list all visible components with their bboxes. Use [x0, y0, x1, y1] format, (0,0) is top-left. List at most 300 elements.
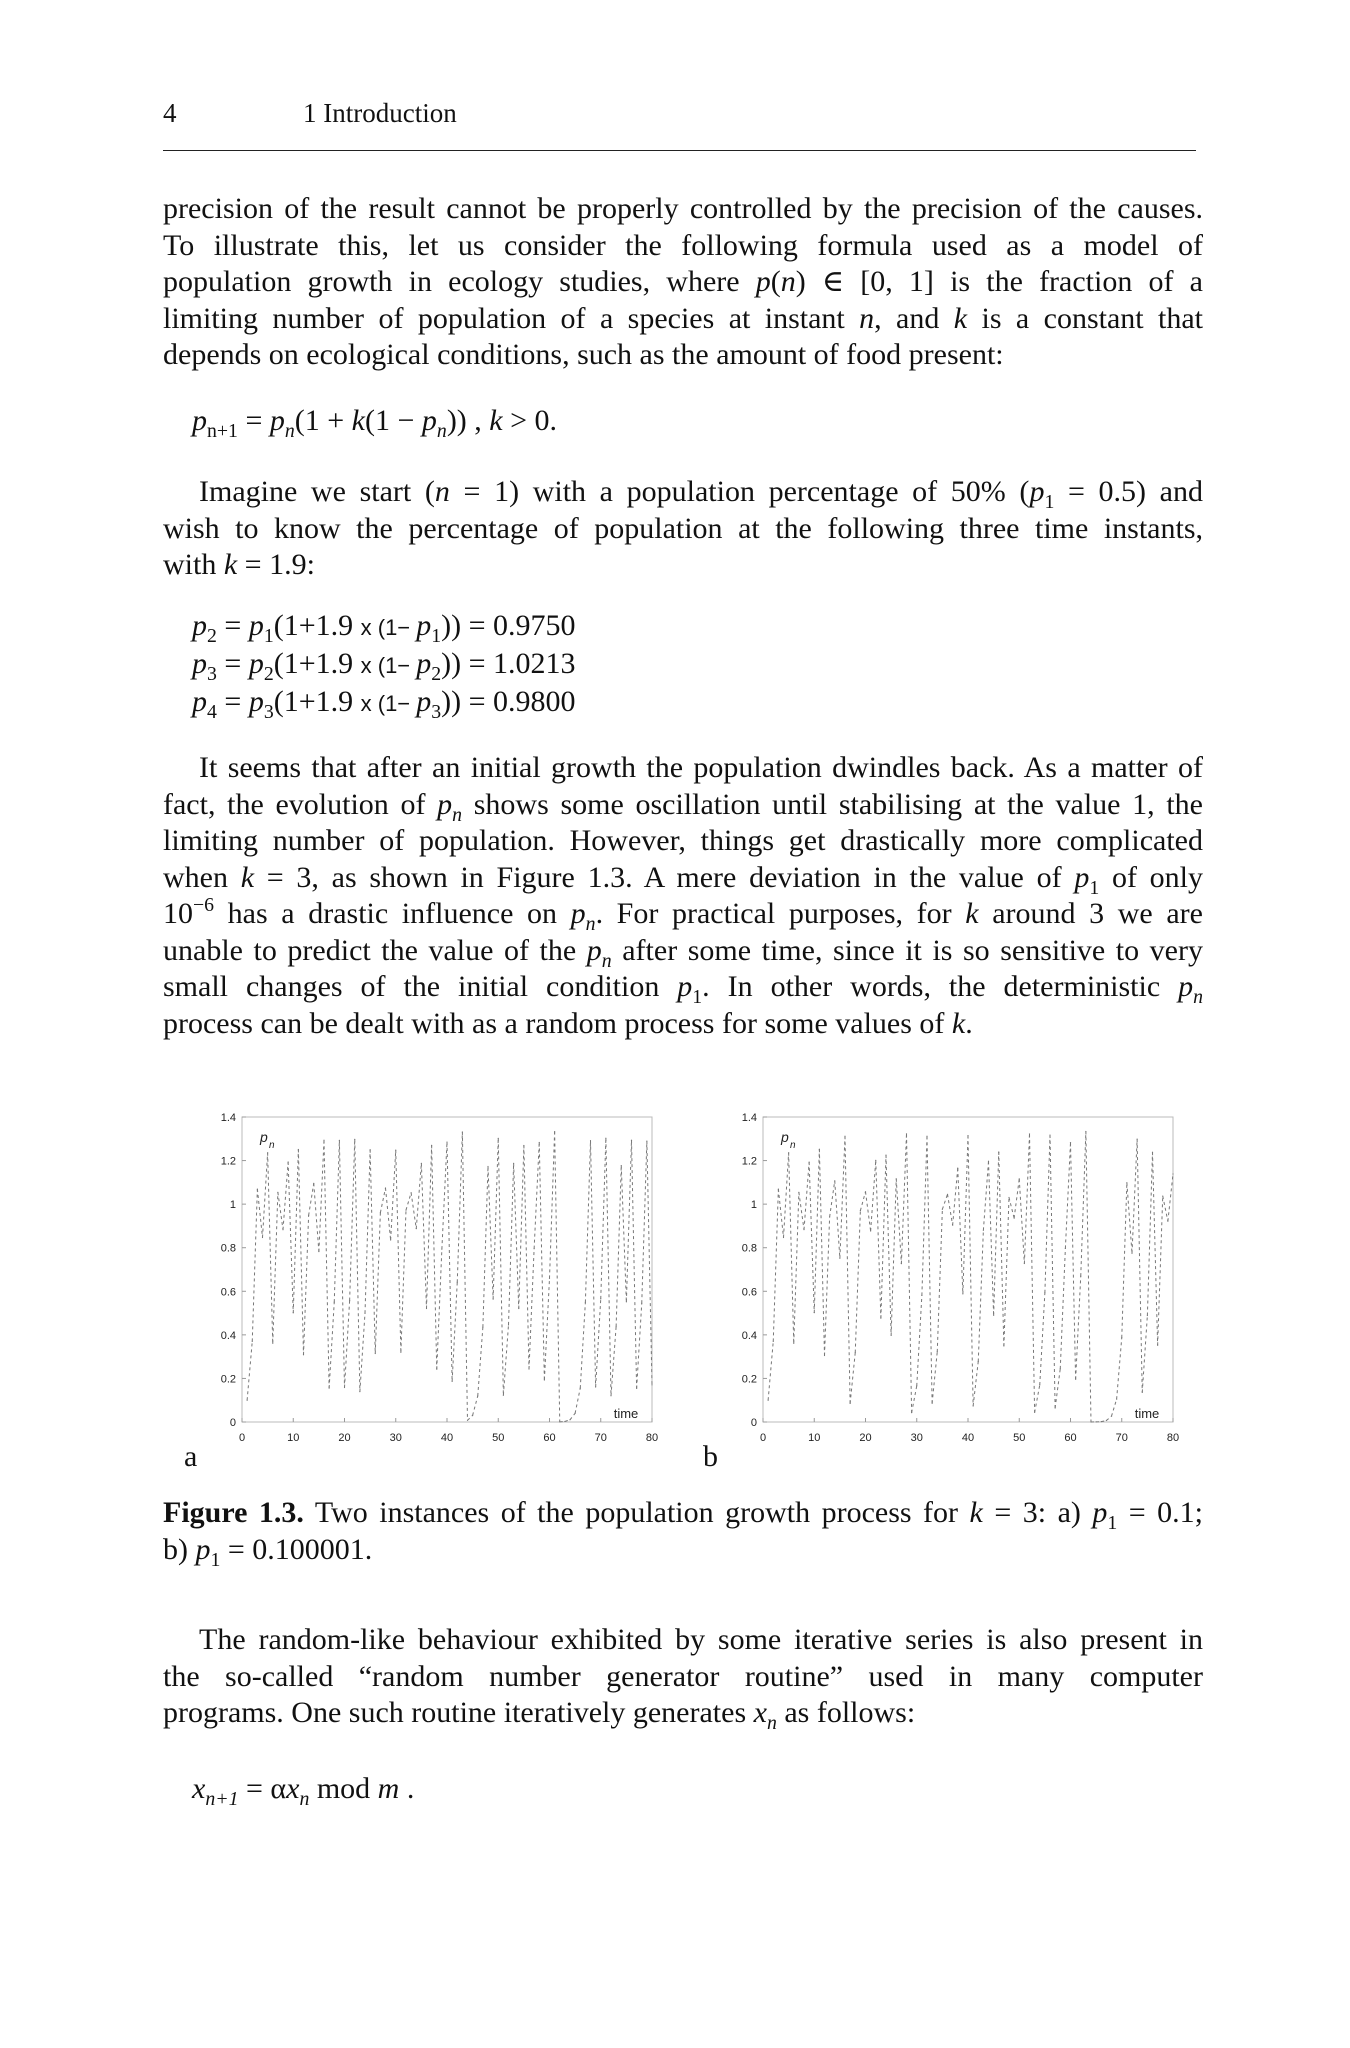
- data-point: [1142, 1392, 1143, 1393]
- plot-frame: [763, 1117, 1173, 1422]
- series-segment: [896, 1179, 901, 1264]
- text-line: when k = 3, as shown in Figure 1.3. A mere deviation in the value of $p_1$ of only: [163, 860, 1204, 899]
- data-point: [339, 1140, 340, 1141]
- data-point: [865, 1191, 866, 1192]
- data-point: [1157, 1345, 1158, 1346]
- series-segment: [555, 1132, 560, 1422]
- text-line: wish to know the percentage of population at the following three time instants,: [163, 511, 1203, 545]
- series-segment: [1086, 1132, 1091, 1422]
- data-point: [272, 1343, 273, 1344]
- data-point: [1167, 1221, 1168, 1222]
- series-segment: [1158, 1196, 1163, 1345]
- data-point: [967, 1135, 968, 1136]
- series-segment: [283, 1162, 288, 1230]
- series-segment: [375, 1213, 380, 1354]
- series-segment: [1055, 1369, 1060, 1408]
- data-point: [400, 1352, 401, 1353]
- data-point: [1126, 1182, 1127, 1183]
- series-segment: [534, 1142, 539, 1248]
- data-point: [793, 1343, 794, 1344]
- series-segment: [1112, 1399, 1117, 1416]
- series-segment: [912, 1386, 917, 1413]
- running-header: [163, 98, 1196, 151]
- figure-caption: [163, 1494, 1203, 1571]
- series-segment: [794, 1192, 799, 1343]
- series-segment: [850, 1353, 855, 1404]
- series-segment: [927, 1136, 932, 1403]
- data-point: [1014, 1218, 1015, 1219]
- series-segment: [519, 1145, 524, 1308]
- series-segment: [360, 1313, 365, 1391]
- data-point: [370, 1149, 371, 1150]
- series-segment: [789, 1153, 794, 1343]
- series-segment: [565, 1420, 570, 1422]
- data-point: [788, 1152, 789, 1153]
- data-point: [937, 1351, 938, 1352]
- data-point: [803, 1229, 804, 1230]
- series-segment: [647, 1141, 652, 1385]
- data-point: [539, 1142, 540, 1143]
- series-segment: [1122, 1183, 1127, 1338]
- text-line: the so-called “random number generator routine” used in many computer: [163, 1659, 1203, 1693]
- data-point: [575, 1413, 576, 1414]
- text-line: $10^{-6}$ has a drastic influence on $p_n$. For practical purposes, for k around 3 we are: [163, 894, 1203, 935]
- data-point: [375, 1353, 376, 1354]
- data-point: [467, 1420, 468, 1421]
- text-line: To illustrate this, let us consider the following formula used as a model of: [163, 228, 1203, 262]
- data-point: [616, 1326, 617, 1327]
- paragraph-1: [163, 191, 1203, 374]
- series-segment: [855, 1211, 860, 1353]
- series-segment: [907, 1134, 912, 1413]
- data-point: [983, 1230, 984, 1231]
- data-point: [513, 1163, 514, 1164]
- series-segment: [550, 1132, 555, 1279]
- data-point: [626, 1301, 627, 1302]
- y-tick-label: 0: [229, 1417, 236, 1429]
- caption-line: Figure 1.3. Two instances of the population growth process for k = 3: a) $p_1 = 0.1$;: [163, 1496, 1203, 1534]
- series-segment: [1127, 1183, 1132, 1254]
- data-point: [1106, 1420, 1107, 1421]
- series-segment: [958, 1168, 963, 1294]
- data-point: [252, 1341, 253, 1342]
- data-point: [1090, 1421, 1091, 1422]
- series-segment: [1019, 1179, 1024, 1264]
- paragraph-3: [163, 750, 1203, 1042]
- y-tick-label: 0.6: [741, 1286, 757, 1299]
- data-point: [559, 1421, 560, 1422]
- text-line: limiting number of population of a species at instant n, and k is a constant that: [163, 301, 1203, 335]
- data-point: [631, 1140, 632, 1141]
- data-point: [1008, 1197, 1009, 1198]
- chart-panel-a: [205, 1105, 665, 1465]
- series-segment: [329, 1302, 334, 1388]
- series-segment: [483, 1166, 488, 1327]
- x-tick-label: 70: [1115, 1432, 1128, 1444]
- series-segment: [1081, 1132, 1086, 1277]
- x-tick-label: 10: [808, 1432, 821, 1444]
- data-point: [288, 1161, 289, 1162]
- series-segment: [606, 1138, 611, 1396]
- series-segment: [462, 1132, 467, 1420]
- text-line: process can be dealt with as a random process for some values of k.: [163, 1006, 973, 1040]
- series-segment: [968, 1136, 973, 1406]
- data-point: [1065, 1248, 1066, 1249]
- text-line: Imagine we start (n = 1) with a population percentage of 50% $(p_1 = 0.5)$ and: [199, 475, 1203, 513]
- data-point: [385, 1187, 386, 1188]
- text-line: The random-like behaviour exhibited by some iterative series is also present in: [199, 1623, 1203, 1656]
- data-point: [472, 1415, 473, 1416]
- series-segment: [932, 1352, 937, 1403]
- series-segment: [580, 1302, 585, 1388]
- data-point: [1121, 1337, 1122, 1338]
- data-point: [988, 1161, 989, 1162]
- data-point: [580, 1388, 581, 1389]
- data-point: [957, 1168, 958, 1169]
- data-point: [880, 1318, 881, 1319]
- data-point: [809, 1161, 810, 1162]
- data-point: [768, 1400, 769, 1401]
- data-point: [518, 1308, 519, 1309]
- series-segment: [871, 1160, 876, 1231]
- series-segment: [784, 1153, 789, 1238]
- series-segment: [1035, 1385, 1040, 1412]
- series-segment: [298, 1149, 303, 1354]
- series-segment: [293, 1149, 298, 1312]
- series-segment: [278, 1192, 283, 1229]
- data-point: [452, 1381, 453, 1382]
- y-axis-label-sub: n: [790, 1140, 796, 1151]
- series-segment: [866, 1192, 871, 1231]
- x-tick-label: 50: [492, 1432, 505, 1444]
- data-point: [364, 1313, 365, 1314]
- data-point: [585, 1302, 586, 1303]
- series-segment: [473, 1396, 478, 1415]
- series-segment: [247, 1341, 252, 1400]
- data-point: [834, 1180, 835, 1181]
- series-segment: [591, 1141, 596, 1387]
- data-point: [293, 1312, 294, 1313]
- series-segment: [1040, 1293, 1045, 1385]
- text-line: population growth in ecology studies, where p(n) ∈ [0, 1] is the fraction of a: [163, 265, 1203, 298]
- chart-b-svg: [726, 1105, 1186, 1465]
- calculation-block: [192, 608, 576, 722]
- series-segment: [860, 1192, 865, 1211]
- x-tick-label: 80: [645, 1432, 659, 1444]
- data-point: [952, 1225, 953, 1226]
- series-segment: [1045, 1135, 1050, 1293]
- data-point: [1019, 1178, 1020, 1179]
- data-point: [641, 1303, 642, 1304]
- data-point: [891, 1335, 892, 1336]
- x-tick-label: 60: [1064, 1432, 1077, 1444]
- series-segment: [442, 1142, 447, 1249]
- data-point: [1131, 1253, 1132, 1254]
- chart-panel-b: [726, 1105, 1186, 1465]
- data-point: [860, 1210, 861, 1211]
- data-point: [885, 1154, 886, 1155]
- data-point: [359, 1391, 360, 1392]
- data-point: [1116, 1399, 1117, 1400]
- x-tick-label: 10: [287, 1432, 300, 1444]
- data-point: [1147, 1315, 1148, 1316]
- calc-line: $p_2 = p_1(1+1.9$ x $(1- p_1)) = 0.9750$: [192, 609, 576, 647]
- series-segment: [309, 1183, 314, 1215]
- data-point: [257, 1188, 258, 1189]
- y-tick-label: 1: [750, 1199, 757, 1212]
- data-point: [390, 1239, 391, 1240]
- series-segment: [917, 1295, 922, 1385]
- x-tick-label: 70: [594, 1432, 607, 1444]
- data-point: [824, 1355, 825, 1356]
- data-point: [426, 1308, 427, 1309]
- data-point: [1137, 1139, 1138, 1140]
- series-segment: [1101, 1421, 1106, 1422]
- series-segment: [493, 1138, 498, 1299]
- series-segment: [611, 1326, 616, 1395]
- data-point: [921, 1295, 922, 1296]
- series-segment: [642, 1141, 647, 1303]
- paragraph-4: [163, 1622, 1203, 1732]
- series-segment: [621, 1166, 626, 1302]
- series-segment: [396, 1150, 401, 1352]
- series-segment: [845, 1136, 850, 1403]
- data-point: [1162, 1195, 1163, 1196]
- data-point: [1029, 1133, 1030, 1134]
- series-segment: [953, 1168, 958, 1225]
- series-segment: [544, 1278, 549, 1380]
- series-segment: [539, 1142, 544, 1380]
- data-point: [870, 1230, 871, 1231]
- data-point: [947, 1194, 948, 1195]
- series-segment: [1153, 1152, 1158, 1345]
- data-point: [814, 1312, 815, 1313]
- data-point: [277, 1192, 278, 1193]
- data-point: [651, 1384, 652, 1385]
- x-tick-label: 40: [961, 1432, 975, 1444]
- data-point: [498, 1138, 499, 1139]
- data-point: [554, 1131, 555, 1132]
- data-point: [906, 1133, 907, 1134]
- data-point: [1152, 1152, 1153, 1153]
- data-point: [441, 1249, 442, 1250]
- x-tick-label: 20: [859, 1432, 872, 1444]
- y-tick-label: 0.2: [220, 1373, 236, 1386]
- data-point: [1101, 1421, 1102, 1422]
- data-point: [1049, 1134, 1050, 1135]
- series-segment: [1106, 1416, 1111, 1420]
- y-tick-label: 1.2: [220, 1155, 236, 1168]
- data-point: [508, 1324, 509, 1325]
- series-segment: [1024, 1134, 1029, 1264]
- series-segment: [773, 1189, 778, 1341]
- data-point: [621, 1165, 622, 1166]
- series-segment: [1030, 1134, 1035, 1412]
- data-point: [610, 1395, 611, 1396]
- series-segment: [447, 1142, 452, 1381]
- data-point: [247, 1400, 248, 1401]
- data-point: [349, 1300, 350, 1301]
- data-point: [1003, 1345, 1004, 1346]
- data-point: [590, 1140, 591, 1141]
- data-point: [855, 1352, 856, 1353]
- data-point: [1111, 1416, 1112, 1417]
- x-tick-label: 40: [440, 1432, 454, 1444]
- data-point: [282, 1229, 283, 1230]
- series-segment: [432, 1145, 437, 1369]
- series-segment: [937, 1209, 942, 1352]
- series-segment: [963, 1136, 968, 1294]
- data-point: [569, 1419, 570, 1420]
- series-segment: [840, 1136, 845, 1258]
- series-segment: [799, 1192, 804, 1229]
- series-segment: [314, 1183, 319, 1251]
- data-point: [395, 1150, 396, 1151]
- data-point: [477, 1395, 478, 1396]
- text-line: It seems that after an initial growth the population dwindles back. As a matter of: [199, 751, 1203, 784]
- data-point: [318, 1251, 319, 1252]
- series-segment: [421, 1163, 426, 1308]
- data-point: [973, 1405, 974, 1406]
- data-point: [380, 1212, 381, 1213]
- series-segment: [891, 1179, 896, 1336]
- series-segment: [514, 1163, 519, 1308]
- x-axis-label: time: [613, 1406, 639, 1421]
- data-point: [329, 1387, 330, 1388]
- data-point: [844, 1136, 845, 1137]
- y-tick-label: 0.4: [220, 1329, 236, 1342]
- y-tick-label: 0: [750, 1417, 757, 1429]
- series-segment: [401, 1210, 406, 1352]
- equation-population-model: $p_{n+1} = p_n(1 + k(1 - p_n))$ , k > 0.: [192, 404, 558, 442]
- panel-label-a: a: [184, 1440, 198, 1473]
- x-tick-label: 20: [338, 1432, 351, 1444]
- data-point: [564, 1421, 565, 1422]
- series-segment: [922, 1136, 927, 1295]
- series-segment: [637, 1303, 642, 1388]
- data-point: [1085, 1131, 1086, 1132]
- data-point: [493, 1298, 494, 1299]
- series-segment: [1163, 1196, 1168, 1221]
- series-segment: [457, 1132, 462, 1282]
- data-point: [773, 1341, 774, 1342]
- data-point: [308, 1215, 309, 1216]
- series-segment: [973, 1361, 978, 1406]
- text-line: fact, the evolution of $p_n$ shows some oscillation until stabilising at the value 1, the: [163, 787, 1203, 826]
- y-tick-label: 0.2: [741, 1373, 757, 1386]
- data-point: [262, 1237, 263, 1238]
- calc-line: $p_4 = p_3(1+1.9$ x $(1- p_3)) = 0.9800$: [192, 685, 576, 723]
- y-tick-label: 0.8: [220, 1242, 236, 1255]
- series-segment: [252, 1189, 257, 1341]
- text-line: programs. One such routine iteratively generates $x_n$ as follows:: [163, 1696, 916, 1734]
- y-axis-label: p: [781, 1129, 789, 1145]
- series-segment: [1147, 1152, 1152, 1315]
- series-segment: [989, 1161, 994, 1315]
- x-tick-label: 0: [238, 1432, 246, 1444]
- series-segment: [257, 1189, 262, 1237]
- series-segment: [1137, 1139, 1142, 1392]
- series-segment: [978, 1230, 983, 1361]
- data-point: [303, 1354, 304, 1355]
- paragraph-2: [163, 474, 1203, 584]
- data-point: [1024, 1263, 1025, 1264]
- series-segment: [778, 1189, 783, 1237]
- data-point: [875, 1160, 876, 1161]
- series-segment: [825, 1217, 830, 1356]
- series-segment: [942, 1194, 947, 1209]
- data-point: [1044, 1292, 1045, 1293]
- series-segment: [478, 1327, 483, 1396]
- series-segment: [835, 1181, 840, 1258]
- x-tick-label: 80: [1166, 1432, 1180, 1444]
- data-point: [528, 1368, 529, 1369]
- x-tick-label: 60: [543, 1432, 556, 1444]
- text-line: unable to predict the value of the $p_n$ after some time, since it is so sensitive to very: [163, 933, 1203, 972]
- data-point: [911, 1412, 912, 1413]
- series-segment: [881, 1155, 886, 1318]
- series-segment: [876, 1160, 881, 1318]
- data-point: [405, 1209, 406, 1210]
- data-point: [416, 1228, 417, 1229]
- series-segment: [626, 1140, 631, 1302]
- series-segment: [830, 1181, 835, 1217]
- data-point: [462, 1131, 463, 1132]
- series-segment: [268, 1153, 273, 1343]
- series-segment: [596, 1299, 601, 1387]
- series-segment: [886, 1155, 891, 1335]
- data-point: [819, 1149, 820, 1150]
- x-tick-label: 50: [1013, 1432, 1026, 1444]
- text-line: small changes of the initial condition $p_1$. In other words, the deterministic $p_n$: [163, 970, 1203, 1008]
- data-point: [323, 1140, 324, 1141]
- series-segment: [1076, 1276, 1081, 1379]
- series-segment: [365, 1150, 370, 1313]
- series-segment: [1014, 1179, 1019, 1218]
- series-segment: [324, 1140, 329, 1388]
- series-segment: [334, 1140, 339, 1302]
- series-segment: [488, 1166, 493, 1299]
- series-segment: [819, 1149, 824, 1355]
- y-tick-label: 1.2: [741, 1155, 757, 1168]
- data-point: [344, 1387, 345, 1388]
- series-segment: [503, 1325, 508, 1395]
- x-tick-label: 30: [910, 1432, 923, 1444]
- series-segment: [768, 1341, 773, 1400]
- y-tick-label: 0.8: [741, 1242, 757, 1255]
- data-point: [605, 1138, 606, 1139]
- data-point: [436, 1369, 437, 1370]
- series-segment: [1004, 1197, 1009, 1346]
- y-tick-label: 0.6: [220, 1286, 236, 1299]
- data-point: [1172, 1173, 1173, 1174]
- data-point: [916, 1385, 917, 1386]
- data-point: [354, 1139, 355, 1140]
- data-point: [1070, 1142, 1071, 1143]
- series-segment: [809, 1162, 814, 1313]
- y-tick-label: 1.4: [741, 1112, 757, 1124]
- data-point: [978, 1361, 979, 1362]
- data-point: [1034, 1412, 1035, 1413]
- equation-rng: $x_{n+1} = \alpha x_n$ mod m .: [192, 1772, 415, 1810]
- y-axis-label-sub: n: [269, 1140, 275, 1151]
- series-segment: [1168, 1174, 1173, 1221]
- data-point: [850, 1403, 851, 1404]
- panel-label-b: b: [703, 1440, 718, 1473]
- series-segment: [804, 1162, 809, 1230]
- y-tick-label: 1.4: [220, 1112, 236, 1124]
- series-segment: [632, 1140, 637, 1388]
